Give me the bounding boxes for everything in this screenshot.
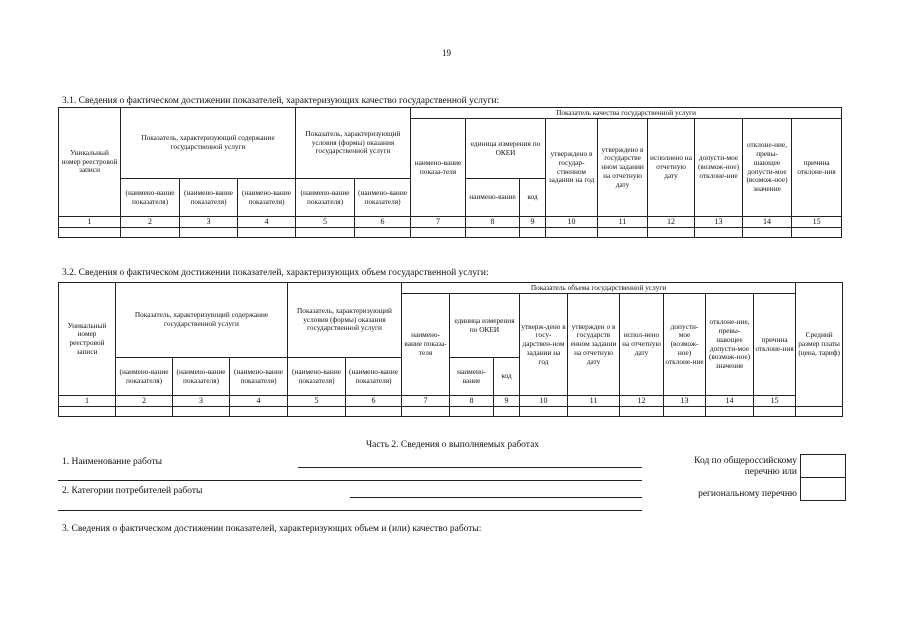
column-number: 4 (238, 217, 296, 228)
data-cell[interactable] (648, 228, 695, 238)
header-indicator-name-cell: (наимено-вание показателя) (116, 358, 173, 396)
section-3-1-heading: 3.1. Сведения о фактическом достижении показателей, характеризующих качество государственной услуги: (62, 96, 500, 106)
header-registry-number: Уникальный номер реестровой записи (59, 108, 121, 217)
data-cell[interactable] (346, 407, 402, 417)
column-number: 1 (59, 217, 121, 228)
consumers-input-line[interactable] (350, 497, 642, 498)
code-label-line-1: Код по общероссийскому (694, 456, 797, 466)
volume-indicators-table (58, 282, 843, 417)
header-registry-number: Уникальный номер реестровой записи (59, 283, 116, 396)
header-volume-indicator: Показатель объема государственной услуги (402, 283, 796, 294)
data-cell[interactable] (116, 407, 173, 417)
column-number: 15 (754, 396, 796, 407)
data-cell[interactable] (695, 228, 743, 238)
header-indicator-name-cell: (наимено-вание показателя) (355, 179, 411, 217)
header-unit-name: наимено-вание (466, 179, 520, 217)
header-service-conditions: Показатель, характеризующий условия (формы) оказания государственной услуги (288, 283, 402, 358)
data-cell[interactable] (411, 228, 466, 238)
code-label-line-2: перечню или (744, 467, 797, 477)
column-number: 8 (466, 217, 520, 228)
column-number: 4 (230, 396, 288, 407)
part2-title: Часть 2. Сведения о выполняемых работах (365, 440, 540, 450)
column-number: 9 (520, 217, 546, 228)
column-number-row (59, 217, 842, 228)
column-number: 2 (121, 217, 180, 228)
data-cell[interactable] (546, 228, 598, 238)
work-name-continuation-line[interactable] (58, 480, 642, 481)
column-number: 6 (346, 396, 402, 407)
header-deviation-excess: отклоне-ние, превы-шающее допусти-мое (возмож-ное) значение (706, 294, 754, 396)
data-cell[interactable] (180, 228, 238, 238)
data-cell[interactable] (664, 407, 706, 417)
page-number: 19 (442, 48, 451, 58)
header-indicator-name-cell: (наимено-вание показателя) (238, 179, 296, 217)
section-3-heading: 3. Сведения о фактическом достижении показателей, характеризующих объем и (или) качество работы: (62, 524, 482, 534)
section-3-2-heading: 3.2. Сведения о фактическом достижении показателей, характеризующих объем государственной услуги: (62, 268, 489, 278)
header-indicator-name-cell: (наимено-вание показателя) (121, 179, 180, 217)
column-number: 5 (296, 217, 355, 228)
header-deviation-reason: причина отклоне-ния (792, 119, 842, 217)
quality-indicators-table (58, 107, 842, 238)
data-cell[interactable] (230, 407, 288, 417)
header-average-fee: Средний размер платы (цена, тариф) (796, 283, 843, 407)
column-number: 11 (568, 396, 620, 407)
table-row (59, 228, 842, 238)
column-number: 12 (648, 217, 695, 228)
data-cell[interactable] (355, 228, 411, 238)
data-cell[interactable] (466, 228, 520, 238)
header-deviation-allowed: допусти-мое (возмож-ное) отклоне-ние (664, 294, 706, 396)
column-number: 10 (546, 217, 598, 228)
data-cell[interactable] (792, 228, 842, 238)
data-cell[interactable] (450, 407, 494, 417)
header-unit-okei: единица измерения по ОКЕИ (466, 119, 546, 179)
column-number: 13 (695, 217, 743, 228)
data-cell[interactable] (754, 407, 796, 417)
header-unit-name: наимено-вание (450, 358, 494, 396)
column-number: 2 (116, 396, 173, 407)
header-indicator-name-cell: (наимено-вание показателя) (288, 358, 346, 396)
column-number: 11 (598, 217, 648, 228)
work-name-label: 1. Наименование работы (62, 457, 163, 467)
data-cell[interactable] (121, 228, 180, 238)
registry-code-box-divider (800, 477, 846, 478)
column-number: 3 (173, 396, 230, 407)
column-number: 3 (180, 217, 238, 228)
header-service-content: Показатель, характеризующий содержание государственной услуги (121, 108, 296, 179)
data-cell[interactable] (706, 407, 754, 417)
column-number: 10 (520, 396, 568, 407)
data-cell[interactable] (520, 228, 546, 238)
header-indicator-name: наимено-вание показа-теля (411, 119, 466, 217)
column-number: 9 (494, 396, 520, 407)
data-cell[interactable] (59, 228, 121, 238)
header-approved-date: утвержден о в государств енном задании на отчетную дату (568, 294, 620, 396)
column-number: 5 (288, 396, 346, 407)
column-number: 1 (59, 396, 116, 407)
data-cell[interactable] (402, 407, 450, 417)
column-number: 7 (402, 396, 450, 407)
header-executed: испол-нено на отчетную дату (620, 294, 664, 396)
column-number: 12 (620, 396, 664, 407)
data-cell[interactable] (620, 407, 664, 417)
header-deviation-allowed: допусти-мое (возмож-ное) отклоне-ние (695, 119, 743, 217)
data-cell[interactable] (520, 407, 568, 417)
column-number: 6 (355, 217, 411, 228)
header-quality-indicator: Показатель качества государственной услуги (411, 108, 842, 119)
header-service-conditions: Показатель, характеризующий условия (формы) оказания государственной услуги (296, 108, 411, 179)
column-number: 14 (706, 396, 754, 407)
header-executed: исполнено на отчетную дату (648, 119, 695, 217)
data-cell[interactable] (173, 407, 230, 417)
data-cell[interactable] (568, 407, 620, 417)
column-number: 13 (664, 396, 706, 407)
table-row (59, 407, 843, 417)
header-deviation-reason: причина отклоне-ния (754, 294, 796, 396)
header-indicator-name-cell: (наимено-вание показателя) (173, 358, 230, 396)
consumers-continuation-line[interactable] (58, 510, 642, 511)
data-cell[interactable] (796, 407, 843, 417)
header-unit-code: код (494, 358, 520, 396)
code-label-line-3: региональному перечню (698, 489, 797, 499)
header-indicator-name-cell: (наимено-вание показателя) (296, 179, 355, 217)
header-unit-code: код (520, 179, 546, 217)
data-cell[interactable] (59, 407, 116, 417)
consumers-label: 2. Категории потребителей работы (62, 486, 203, 496)
data-cell[interactable] (238, 228, 296, 238)
header-service-content: Показатель, характеризующий содержание государственной услуги (116, 283, 288, 358)
column-number: 15 (792, 217, 842, 228)
data-cell[interactable] (743, 228, 792, 238)
data-cell[interactable] (494, 407, 520, 417)
header-indicator-name-cell: (наимено-вание показателя) (230, 358, 288, 396)
header-approved-year: утверж-дено в госу-дарствен-ном задании на год (520, 294, 568, 396)
header-approved-year: утверждено в государ-ственном задании на год (546, 119, 598, 217)
header-approved-date: утверждено в государстве нном задании на отчетную дату (598, 119, 648, 217)
data-cell[interactable] (288, 407, 346, 417)
data-cell[interactable] (598, 228, 648, 238)
header-indicator-name-cell: (наимено-вание показателя) (180, 179, 238, 217)
data-cell[interactable] (296, 228, 355, 238)
header-unit-okei: единица измерения по ОКЕИ (450, 294, 520, 358)
column-number-row (59, 396, 843, 407)
header-indicator-name: наимено-вание показа-теля (402, 294, 450, 396)
column-number: 7 (411, 217, 466, 228)
work-name-input-line[interactable] (298, 467, 642, 468)
header-indicator-name-cell: (наимено-вание показателя) (346, 358, 402, 396)
header-deviation-excess: отклоне-ние, превы-шающее допусти-мое (возмож-ное) значение (743, 119, 792, 217)
column-number: 14 (743, 217, 792, 228)
column-number: 8 (450, 396, 494, 407)
